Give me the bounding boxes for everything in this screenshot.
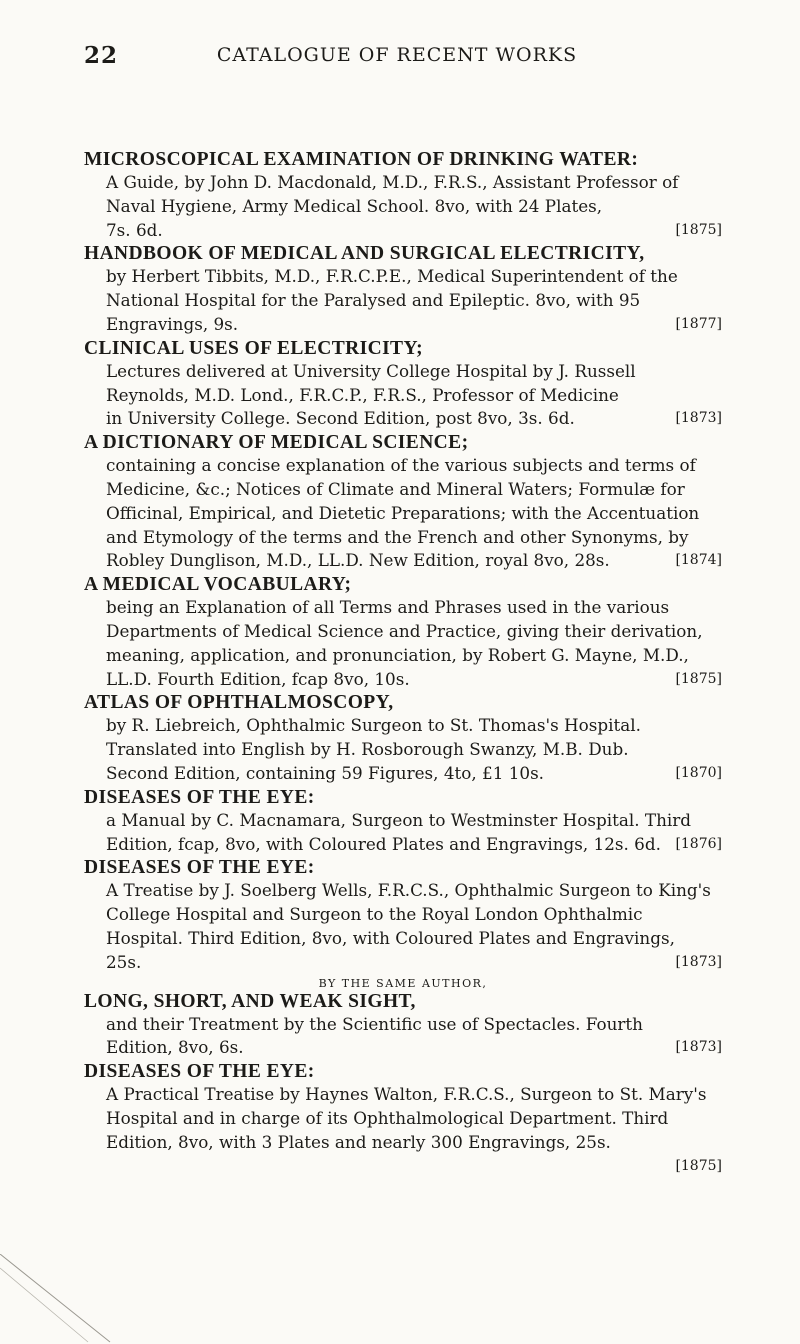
entry-final-line [106,668,722,692]
same-author-note: BY THE SAME AUTHOR, [318,976,488,990]
entry-title: LONG, SHORT, AND WEAK SIGHT, [84,990,416,1012]
entry-year: [1876] [675,835,722,852]
entry-title: DISEASES OF THE EYE: [84,786,315,808]
catalogue-entry [84,1060,722,1178]
entry-final-line [106,1155,722,1179]
entry-title: DISEASES OF THE EYE: [84,1061,315,1083]
entry-description: by R. Liebreich, Ophthalmic Surgeon to St. Thomas's Hospital. Translated into English by H. Rosborough Swanzy, M.B. Dub. [106,715,641,760]
entry-year: [1877] [675,315,722,332]
catalogue-list [84,148,722,1178]
entry-final-line [106,833,722,857]
entry-year: [1874] [675,552,722,569]
entry-final-line [106,762,722,786]
entry-year: [1873] [675,953,722,970]
entry-price: Edition, 8vo, 6s. [106,1037,244,1058]
entry-description: A Guide, by John D. Macdonald, M.D., F.R.S., Assistant Professor of Naval Hygiene, Army Medical School. 8vo, with 24 Plates, [106,172,679,216]
entry-price: 25s. [106,951,142,972]
entry-price: LL.D. Fourth Edition, fcap 8vo, 10s. [106,668,410,689]
catalogue-entry [84,337,722,431]
catalogue-entry [84,431,722,573]
entry-description: a Manual by C. Macnamara, Surgeon to Westminster Hospital. Third [106,809,692,830]
entry-price: Second Edition, containing 59 Figures, 4to, £1 10s. [106,762,545,783]
entry-title: A DICTIONARY OF MEDICAL SCIENCE; [84,432,469,454]
entry-title: CLINICAL USES OF ELECTRICITY; [84,337,424,359]
catalogue-entry [84,856,722,989]
entry-year: [1875] [675,221,722,238]
entry-price: in University College. Second Edition, post 8vo, 3s. 6d. [106,408,575,429]
entry-price: Robley Dunglison, M.D., LL.D. New Edition, royal 8vo, 28s. [106,550,610,571]
entry-year: [1875] [675,670,722,687]
entry-final-line [106,219,722,243]
catalogue-entry [84,990,722,1061]
entry-year: [1875] [675,1157,722,1174]
entry-description: Lectures delivered at University College Hospital by J. Russell Reynolds, M.D. Lond., F.R.C.P., F.R.S., Professor of Medicine [106,360,636,405]
entry-price: Engravings, 9s. [106,313,239,334]
catalogue-entry [84,691,722,785]
entry-price: 7s. 6d. [106,219,163,240]
entry-description: A Treatise by J. Soelberg Wells, F.R.C.S., Ophthalmic Surgeon to King's College Hospital and Surgeon to the Royal London Ophthalmic Hospital. Third Edition, 8vo, with Coloured Plates and Engravings, [106,880,711,948]
entry-title: HANDBOOK OF MEDICAL AND SURGICAL ELECTRICITY, [84,243,645,265]
entry-description: and their Treatment by the Scientific use of Spectacles. Fourth [106,1013,643,1034]
catalogue-entry [84,148,722,242]
entry-final-line [106,407,722,431]
entry-final-line [106,313,722,337]
page-fold-mark [0,1254,120,1344]
page-header [84,42,710,72]
running-head: CATALOGUE OF RECENT WORKS [216,44,578,66]
entry-title: MICROSCOPICAL EXAMINATION OF DRINKING WATER: [84,149,639,170]
entry-title: DISEASES OF THE EYE: [84,857,315,879]
entry-title: ATLAS OF OPHTHALMOSCOPY, [84,692,394,714]
catalogue-entry [84,786,722,857]
catalogue-entry [84,573,722,691]
catalogue-entry [84,242,722,336]
entry-year: [1873] [675,1039,722,1056]
entry-final-line [106,1036,722,1060]
entry-description: by Herbert Tibbits, M.D., F.R.C.P.E., Medical Superintendent of the National Hospital for the Paralysed and Epileptic. 8vo, with 95 [106,266,678,311]
entry-description: containing a concise explanation of the various subjects and terms of Medicine, &c.; Notices of Climate and Mineral Waters; Formulæ for Officinal, Empirical, and Dietetic Preparations; with the Accentuation and Etymology of the terms and the French and other Synonyms, by [106,455,700,547]
entry-final-line [106,951,722,975]
entry-final-line [106,549,722,573]
entry-description: A Practical Treatise by Haynes Walton, F.R.C.S., Surgeon to St. Mary's Hospital and in charge of its Ophthalmological Department. Third Edition, 8vo, with 3 Plates and nearly 300 Engravings, 25s. [106,1084,707,1152]
page-number: 22 [84,42,119,69]
entry-year: [1870] [675,764,722,781]
entry-title: A MEDICAL VOCABULARY; [84,574,352,596]
entry-description: being an Explanation of all Terms and Phrases used in the various Departments of Medical Science and Practice, giving their derivation, meaning, application, and pronunciation, by Robert G. Mayne, M.D., [106,597,703,665]
entry-year: [1873] [675,410,722,427]
entry-price: Edition, fcap, 8vo, with Coloured Plates and Engravings, 12s. 6d. [106,833,661,854]
